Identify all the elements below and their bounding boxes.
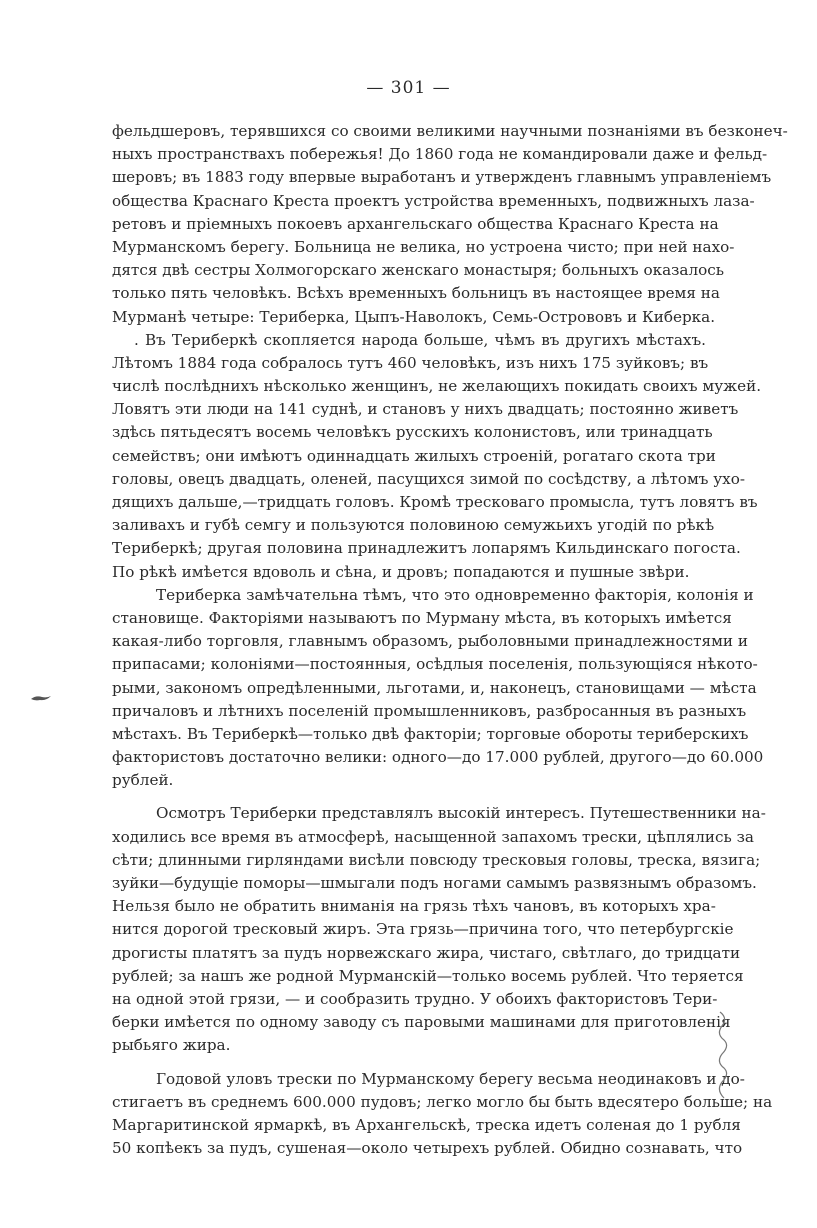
ink-smudge-mark — [30, 693, 52, 703]
page-text — [112, 120, 788, 1160]
text-line: рыбьяго жира. — [112, 1036, 231, 1055]
text-line: дрогисты платятъ за пудъ норвежскаго жира, чистаго, свѣтлаго, до тридцати — [112, 943, 741, 962]
text-line: Нельзя было не обратить вниманія на грязь тѣхъ чановъ, въ которыхъ хра- — [112, 897, 716, 916]
text-line: Осмотръ Териберки представлялъ высокій интересъ. Путешественники на- — [156, 804, 766, 823]
text-line: рублей. — [112, 771, 174, 790]
page-number: — 301 — — [366, 78, 451, 98]
text-line: нится дорогой тресковый жиръ. Эта грязь—причина того, что петербургскіе — [112, 920, 734, 939]
text-line: дящихъ дальше,—тридцать головъ. Кромѣ тресковаго промысла, тутъ ловятъ въ — [112, 493, 758, 511]
text-line: числѣ послѣднихъ нѣсколько женщинъ, не желающихъ покидать своихъ мужей. — [112, 377, 762, 396]
paragraph — [112, 120, 788, 329]
text-line: Мурманскомъ берегу. Больница не велика, но устроена чисто; при ней нахо- — [112, 237, 735, 256]
text-line: шеровъ; въ 1883 году впервые выработанъ и утвержденъ главнымъ управленіемъ — [112, 168, 772, 187]
text-line: стигаетъ въ среднемъ 600.000 пудовъ; легко могло бы быть вдесятеро больше; на — [112, 1092, 773, 1111]
text-line: Териберкѣ; другая половина принадлежитъ лопарямъ Кильдинскаго погоста. — [112, 539, 741, 558]
text-line: мѣстахъ. Въ Териберкѣ—только двѣ факторіи; торговые обороты териберскихъ — [112, 724, 749, 743]
text-line: Териберка замѣчательна тѣмъ, что это одновременно факторія, колонія и — [156, 585, 754, 604]
text-line: семействъ; они имѣютъ одиннадцать жилыхъ строеній, рогатаго скота три — [112, 446, 716, 465]
text-line: Маргаритинской ярмаркѣ, въ Архангельскѣ, треска идетъ соленая до 1 рубля — [112, 1115, 741, 1134]
paragraph — [112, 584, 764, 793]
paragraph — [112, 1068, 773, 1161]
text-line: припасами; колоніями—постоянныя, осѣдлыя поселенія, пользующіяся нѣкото- — [112, 655, 758, 674]
text-line: ныхъ пространствахъ побережья! До 1860 года не командировали даже и фельд- — [112, 145, 768, 164]
text-line: фельдшеровъ, терявшихся со своими великими научными познаніями въ безконеч- — [112, 122, 788, 140]
text-line: Годовой уловъ трески по Мурманскому берегу весьма неодинаковъ и до- — [156, 1069, 745, 1088]
text-line: . Въ Териберкѣ скопляется народа больше, чѣмъ въ другихъ мѣстахъ. — [134, 330, 706, 349]
text-line: становище. Факторіями называютъ по Мурману мѣста, въ которыхъ имѣется — [112, 608, 732, 627]
text-line: какая-либо торговля, главнымъ образомъ, рыболовными принадлежностями и — [112, 632, 748, 651]
text-line: рублей; за нашъ же родной Мурманскій—только восемь рублей. Что теряется — [112, 966, 744, 985]
text-line: Лѣтомъ 1884 года собралось тутъ 460 человѣкъ, изъ нихъ 175 зуйковъ; въ — [112, 353, 709, 372]
text-line: здѣсь пятьдесятъ восемь человѣкъ русскихъ колонистовъ, или тринадцать — [112, 423, 713, 442]
text-line: на одной этой грязи, — и сообразить трудно. У обоихъ фактористовъ Тери- — [112, 989, 718, 1008]
text-line: общества Краснаго Креста проектъ устройства временныхъ, подвижныхъ лаза- — [112, 191, 755, 210]
paragraph — [112, 802, 766, 1057]
text-line: рыми, закономъ опредѣленными, льготами, и, наконецъ, становищами — мѣста — [112, 678, 757, 697]
text-line: 50 копѣекъ за пудъ, сушеная—около четырехъ рублей. Обидно сознавать, что — [112, 1139, 743, 1158]
text-line: головы, овецъ двадцать, оленей, пасущихся зимой по сосѣдству, а лѣтомъ ухо- — [112, 469, 746, 488]
text-line: причаловъ и лѣтнихъ поселеній промышленниковъ, разбросанныя въ разныхъ — [112, 701, 747, 720]
text-line: сѣти; длинными гирляндами висѣли повсюду тресковыя головы, треска, вязига; — [112, 850, 761, 869]
text-line: только пять человѣкъ. Всѣхъ временныхъ больницъ въ настоящее время на — [112, 284, 720, 303]
margin-bracket-mark — [712, 1010, 736, 1100]
text-line: По рѣкѣ имѣется вдоволь и сѣна, и дровъ; попадаются и пушные звѣри. — [112, 562, 690, 581]
text-line: заливахъ и губѣ семгу и пользуются половиною семужьихъ угодій по рѣкѣ — [112, 516, 715, 535]
paragraph — [112, 329, 762, 584]
text-line: дятся двѣ сестры Холмогорскаго женскаго монастыря; больныхъ оказалось — [112, 261, 725, 280]
text-line: ходились все время въ атмосферѣ, насыщенной запахомъ трески, цѣплялись за — [112, 827, 754, 846]
text-line: Ловятъ эти люди на 141 суднѣ, и становъ у нихъ двадцать; постоянно живетъ — [112, 400, 739, 419]
text-line: зуйки—будущіе поморы—шмыгали подъ ногами самымъ развязнымъ образомъ. — [112, 874, 757, 892]
text-line: ретовъ и пріемныхъ покоевъ архангельскаго общества Краснаго Креста на — [112, 214, 719, 233]
text-line: берки имѣется по одному заводу съ паровыми машинами для приготовленія — [112, 1013, 731, 1032]
text-line: Мурманѣ четыре: Териберка, Цыпъ-Наволокъ, Семь-Острововъ и Киберка. — [112, 307, 716, 326]
text-line: фактористовъ достаточно велики: одного—до 17.000 рублей, другого—до 60.000 — [112, 748, 764, 767]
